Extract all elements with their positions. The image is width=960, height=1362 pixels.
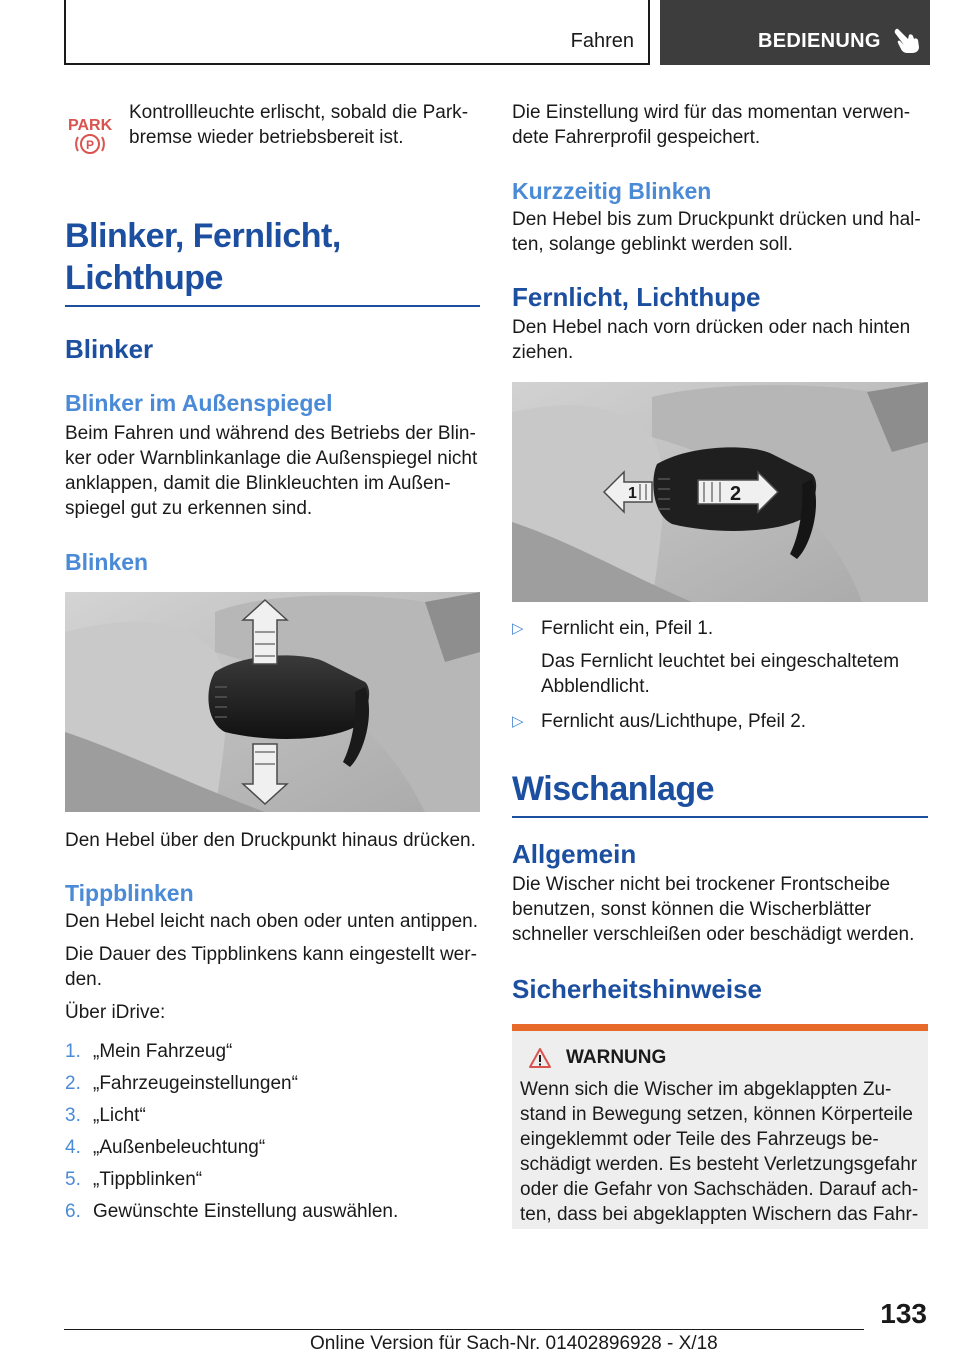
triangle-bullet-icon: ▷	[512, 620, 524, 637]
list-item	[65, 1199, 480, 1224]
step-number: 6.	[65, 1201, 81, 1222]
heading-sicherheitshinweise: Sicherheitshinweise	[512, 974, 762, 1004]
step-number: 5.	[65, 1169, 81, 1190]
step-number: 2.	[65, 1073, 81, 1094]
step-number: 3.	[65, 1105, 81, 1126]
arrow-1-label: 1	[628, 485, 637, 502]
warning-triangle-icon	[528, 1047, 552, 1069]
step-text: „Fahrzeugeinstellungen“	[93, 1073, 298, 1094]
paragraph-allgemein: Die Wischer nicht bei trockener Frontscheibe benutzen, sonst können die Wischerblätter schneller verschleißen oder beschädigt werden.	[512, 874, 915, 945]
paragraph-tippblinken-1: Den Hebel leicht nach oben oder unten antippen.	[65, 911, 479, 932]
bullet-text: Fernlicht ein, Pfeil 1.	[541, 618, 714, 639]
paragraph-idrive: Über iDrive:	[65, 1002, 166, 1023]
paragraph-fahrerprofil: Die Einstellung wird für das momentan verwendete Fahrerprofil gespeichert.	[512, 102, 911, 148]
heading-kurzzeitig-blinken: Kurzzeitig Blinken	[512, 178, 712, 204]
header-section-label: Fahren	[570, 30, 634, 52]
park-badge-text: PARK	[68, 117, 113, 134]
paragraph-blinken: Den Hebel über den Druckpunkt hinaus drücken.	[65, 830, 476, 851]
bullet-text: Fernlicht aus/Lichthupe, Pfeil 2.	[541, 711, 807, 732]
list-item	[65, 1103, 480, 1128]
fernlicht-bullet-list	[512, 616, 928, 734]
warning-body	[512, 1031, 928, 1229]
heading-allgemein: Allgemein	[512, 839, 637, 869]
heading-blinker-fernlicht: Blinker, Fernlicht, Lichthupe	[65, 215, 480, 307]
idrive-steps-list	[65, 1039, 480, 1224]
paragraph-aussenspiegel: Beim Fahren und während des Betriebs der Blinker oder Warnblinkanlage die Außenspiegel nicht anklappen, damit die Blinkleuchten im Außenspiegel gut zu erkennen sind.	[65, 423, 478, 519]
step-text: „Außenbeleuchtung“	[93, 1137, 266, 1158]
step-number: 4.	[65, 1137, 81, 1158]
heading-wischanlage: Wischanlage	[512, 768, 928, 818]
step-text: „Mein Fahrzeug“	[93, 1041, 233, 1062]
park-indicator-note	[65, 100, 480, 161]
warning-text: Wenn sich die Wischer im abgeklappten Zustand in Bewegung setzen, können Körperteile eingeklemmt oder Teile des Fahrzeugs beschädigt werden. Es besteht Verletzungsgefahr oder die Gefahr von Sachschäden. Darauf achten, dass bei abgeklappten Wischern das Fahr-	[520, 1079, 919, 1225]
paragraph-fernlicht: Den Hebel nach vorn drücken oder nach hinten ziehen.	[512, 317, 911, 363]
list-item	[65, 1039, 480, 1064]
list-item	[65, 1135, 480, 1160]
heading-blinken: Blinken	[65, 549, 149, 575]
step-text: „Tippblinken“	[93, 1169, 203, 1190]
step-number: 1.	[65, 1041, 81, 1062]
hand-pointer-icon	[892, 25, 922, 55]
paragraph-kurzzeitig: Den Hebel bis zum Druckpunkt drücken und halten, solange geblinkt werden soll.	[512, 209, 921, 255]
footer-divider	[64, 1329, 864, 1330]
heading-blinker-aussenspiegel: Blinker im Außenspiegel	[65, 390, 333, 416]
warning-box	[512, 1024, 928, 1229]
park-brake-icon	[65, 100, 129, 161]
warning-header	[520, 1031, 920, 1073]
list-item	[512, 709, 928, 734]
list-item	[65, 1071, 480, 1096]
lever-up-down-illustration	[65, 592, 480, 812]
paragraph-tippblinken-2: Die Dauer des Tippblinkens kann eingestellt werden.	[65, 944, 477, 990]
left-column	[65, 100, 480, 1231]
lever-forward-back-illustration	[512, 382, 928, 602]
park-text: Kontrollleuchte erlischt, sobald die Parkbremse wieder betriebsbereit ist.	[129, 102, 469, 148]
header-chapter-tab	[660, 0, 930, 65]
bullet-subtext: Das Fernlicht leuchtet bei eingeschaltetem Abblendlicht.	[541, 651, 900, 697]
step-text: „Licht“	[93, 1105, 146, 1126]
step-text: Gewünschte Einstellung auswählen.	[93, 1201, 399, 1222]
warning-title: WARNUNG	[566, 1047, 667, 1068]
page-number: 133	[880, 1298, 927, 1329]
arrow-2-label: 2	[730, 483, 742, 505]
list-item	[65, 1167, 480, 1192]
header-chapter-label: BEDIENUNG	[758, 30, 881, 52]
heading-tippblinken: Tippblinken	[65, 880, 194, 906]
list-item	[512, 616, 928, 699]
triangle-bullet-icon: ▷	[512, 713, 524, 730]
svg-text:P: P	[86, 138, 95, 152]
header-section-box	[64, 0, 650, 65]
heading-blinker: Blinker	[65, 334, 154, 364]
right-column	[512, 100, 928, 1229]
warning-top-bar	[512, 1024, 928, 1031]
footer-online-version: Online Version für Sach-Nr. 01402896928 - X/18	[310, 1333, 718, 1354]
heading-fernlicht-lichthupe: Fernlicht, Lichthupe	[512, 282, 761, 312]
